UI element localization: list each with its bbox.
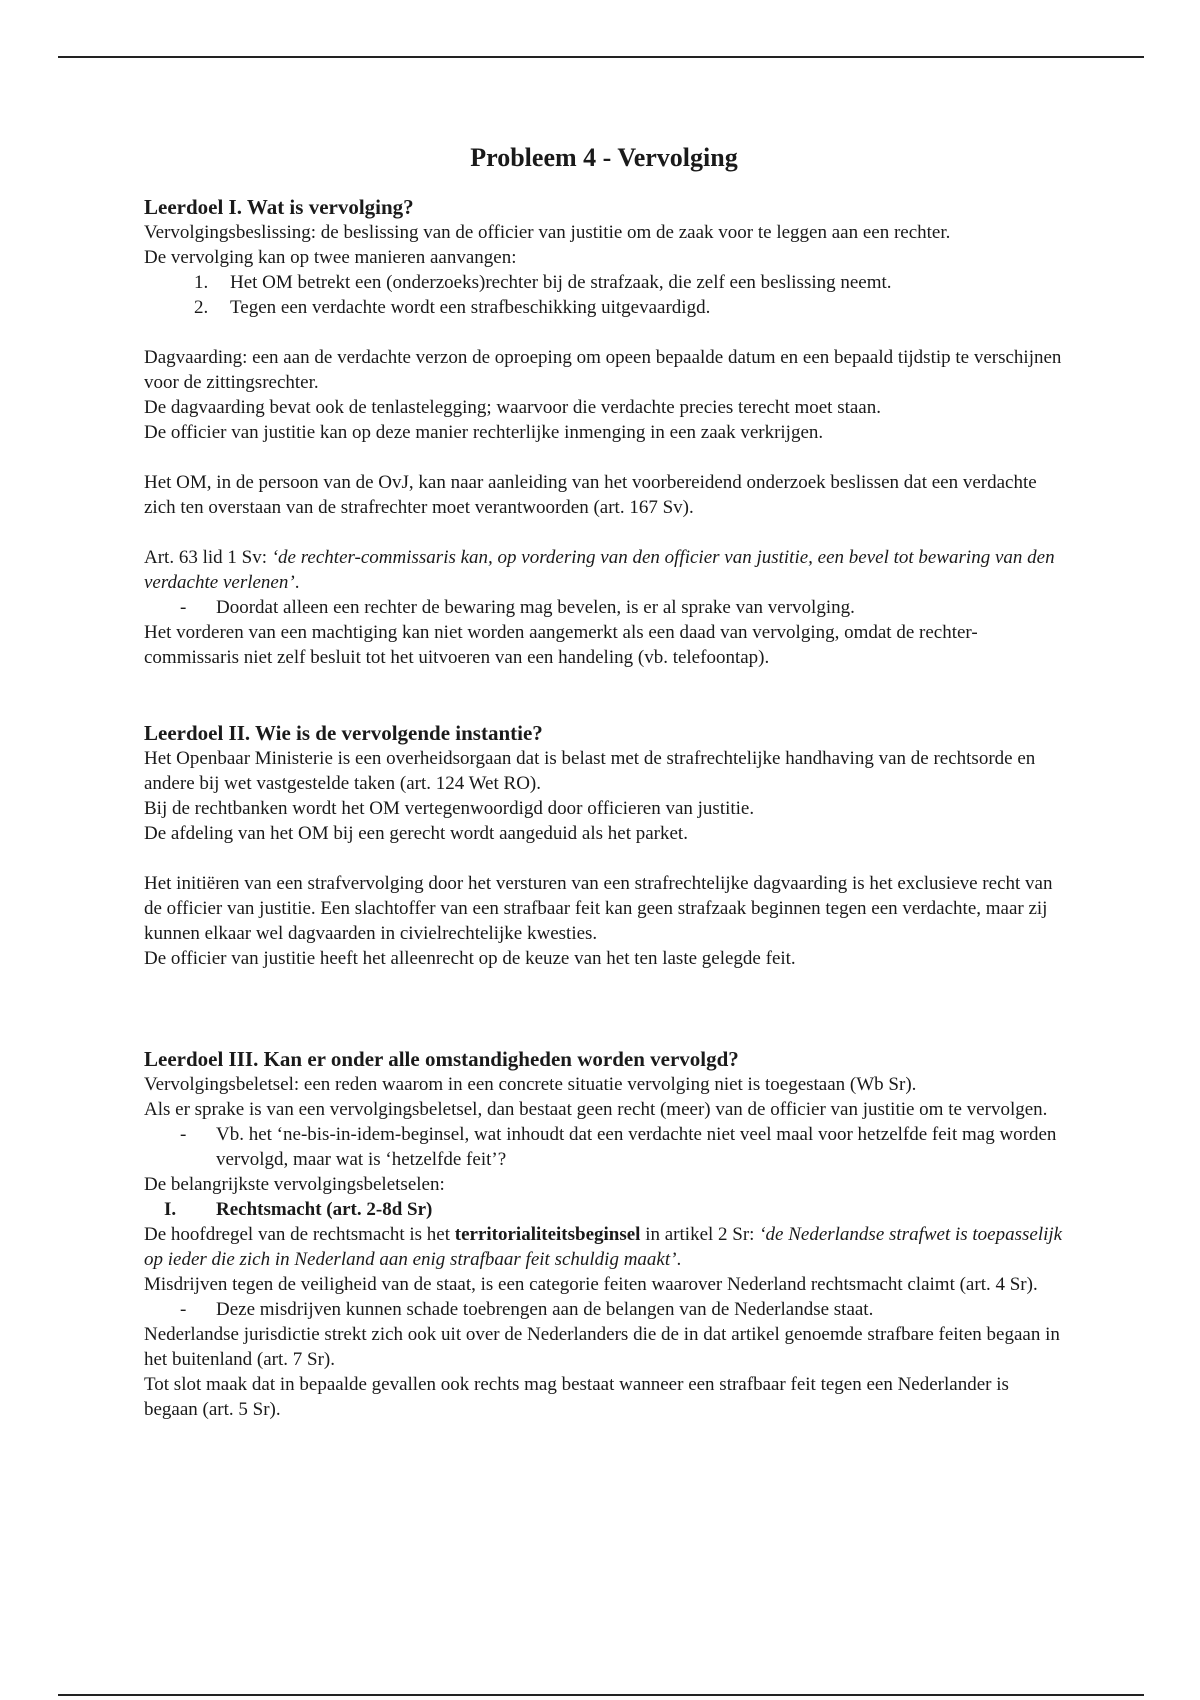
s2-paragraph-5: De officier van justitie heeft het alleenrecht op de keuze van het ten laste gelegde feit. [144,948,796,969]
s2-paragraph-3: De afdeling van het OM bij een gerecht wordt aangeduid als het parket. [144,823,688,844]
dash-item-text: Vb. het ‘ne-bis-in-idem-beginsel, wat inhoudt dat een verdachte niet veel maal voor hetzelfde feit mag worden vervolgd, maar wat is ‘hetzelfde feit’? [216,1124,1057,1170]
s1-paragraph-2: De vervolging kan op twee manieren aanvangen: [144,247,517,268]
quote-end: . [294,572,300,593]
list-number: 2. [194,297,209,318]
dash-list-item [144,1297,1064,1322]
roman-numeral: I. [164,1199,177,1220]
list-item-text: Het OM betrekt een (onderzoeks)rechter bij de strafzaak, die zelf een beslissing neemt. [230,272,892,293]
s1-paragraph-6: Het OM, in de persoon van de OvJ, kan naar aanleiding van het voorbereidend onderzoek beslissen dat een verdachte zich ten overstaan van de strafrechter moet verantwoorden (art. 167 Sv). [144,472,1037,518]
s3-paragraph-7: Tot slot maak dat in bepaalde gevallen ook rechts mag bestaat wanneer een strafbaar feit tegen een Nederlander is begaan (art. 5 Sr). [144,1374,1009,1420]
s3-paragraph-3: De belangrijkste vervolgingsbeletselen: [144,1174,445,1195]
s3-paragraph-1: Vervolgingsbeletsel: een reden waarom in een concrete situatie vervolging niet is toegestaan (Wb Sr). [144,1074,917,1095]
header-rule [58,56,1144,58]
dash-item-text: Deze misdrijven kunnen schade toebrengen aan de belangen van de Nederlandse staat. [216,1299,874,1320]
section-1-heading: Leerdoel I. Wat is vervolging? [144,195,414,219]
s1-paragraph-8: Het vorderen van een machtiging kan niet worden aangemerkt als een daad van vervolging, omdat de rechter-commissaris niet zelf besluit tot het uitvoeren van een handeling (vb. telefoontap). [144,622,978,668]
s3-paragraph-4 [144,1222,1064,1272]
s2-paragraph-2: Bij de rechtbanken wordt het OM vertegenwoordigd door officieren van justitie. [144,798,755,819]
s3-paragraph-2: Als er sprake is van een vervolgingsbeletsel, dan bestaat geen recht (meer) van de officier van justitie om te vervolgen. [144,1099,1048,1120]
s2-paragraph-4: Het initiëren van een strafvervolging door het versturen van een strafrechtelijke dagvaarding is het exclusieve recht van de officier van justitie. Een slachtoffer van een strafbaar feit kan geen strafzaak beginnen tegen een verdachte, maar zij kunnen elkaar wel dagvaarden in civielrechtelijke kwesties. [144,873,1053,944]
numbered-list-item [144,295,1064,320]
list-number: 1. [194,272,209,293]
text-fragment: De hoofdregel van de rechtsmacht is het [144,1224,455,1245]
roman-list-item [144,1197,1064,1222]
article-quote: ‘de Nederlandse strafwet is toepasselijk op ieder die zich in Nederland aan enig strafbaar feit schuldig maakt’ [144,1224,1063,1270]
article-reference: Art. 63 lid 1 Sv: [144,547,272,568]
dash-list-item [144,595,1064,620]
document-body [144,142,1064,1422]
s1-paragraph-3: Dagvaarding: een aan de verdachte verzon de oproeping om opeen bepaalde datum en een bepaald tijdstip te verschijnen voor de zittingsrechter. [144,347,1062,393]
bold-term: territorialiteitsbeginsel [454,1224,641,1245]
document-title: Probleem 4 - Vervolging [470,143,738,172]
footer-rule [58,1694,1144,1696]
s3-paragraph-6: Nederlandse jurisdictie strekt zich ook uit over de Nederlanders die de in dat artikel genoemde strafbare feiten begaan in het buitenland (art. 7 Sr). [144,1324,1060,1370]
s2-paragraph-1: Het Openbaar Ministerie is een overheidsorgaan dat is belast met de strafrechtelijke handhaving van de rechtsorde en andere bij wet vastgestelde taken (art. 124 Wet RO). [144,748,1036,794]
quote-end: . [676,1249,682,1270]
dash-list-item [144,1122,1064,1172]
dash-marker: - [180,1124,187,1145]
dash-marker: - [180,597,187,618]
article-quote: ‘de rechter-commissaris kan, op vordering van den officier van justitie, een bevel tot bewaring van den verdachte verlenen’ [144,547,1055,593]
numbered-list-item [144,270,1064,295]
s3-paragraph-5: Misdrijven tegen de veiligheid van de staat, is een categorie feiten waarover Nederland rechtsmacht claimt (art. 4 Sr). [144,1274,1038,1295]
section-3-heading: Leerdoel III. Kan er onder alle omstandigheden worden vervolgd? [144,1047,739,1071]
text-fragment: in artikel 2 Sr: [640,1224,760,1245]
s1-paragraph-7 [144,545,1064,595]
dash-marker: - [180,1299,187,1320]
list-item-text: Tegen een verdachte wordt een strafbeschikking uitgevaardigd. [230,297,711,318]
s1-paragraph-5: De officier van justitie kan op deze manier rechterlijke inmenging in een zaak verkrijgen. [144,422,824,443]
roman-item-text: Rechtsmacht (art. 2-8d Sr) [216,1199,433,1220]
section-2-heading: Leerdoel II. Wie is de vervolgende instantie? [144,721,543,745]
s1-paragraph-4: De dagvaarding bevat ook de tenlastelegging; waarvoor die verdachte precies terecht moet staan. [144,397,881,418]
s1-paragraph-1: Vervolgingsbeslissing: de beslissing van de officier van justitie om de zaak voor te leggen aan een rechter. [144,222,951,243]
dash-item-text: Doordat alleen een rechter de bewaring mag bevelen, is er al sprake van vervolging. [216,597,855,618]
